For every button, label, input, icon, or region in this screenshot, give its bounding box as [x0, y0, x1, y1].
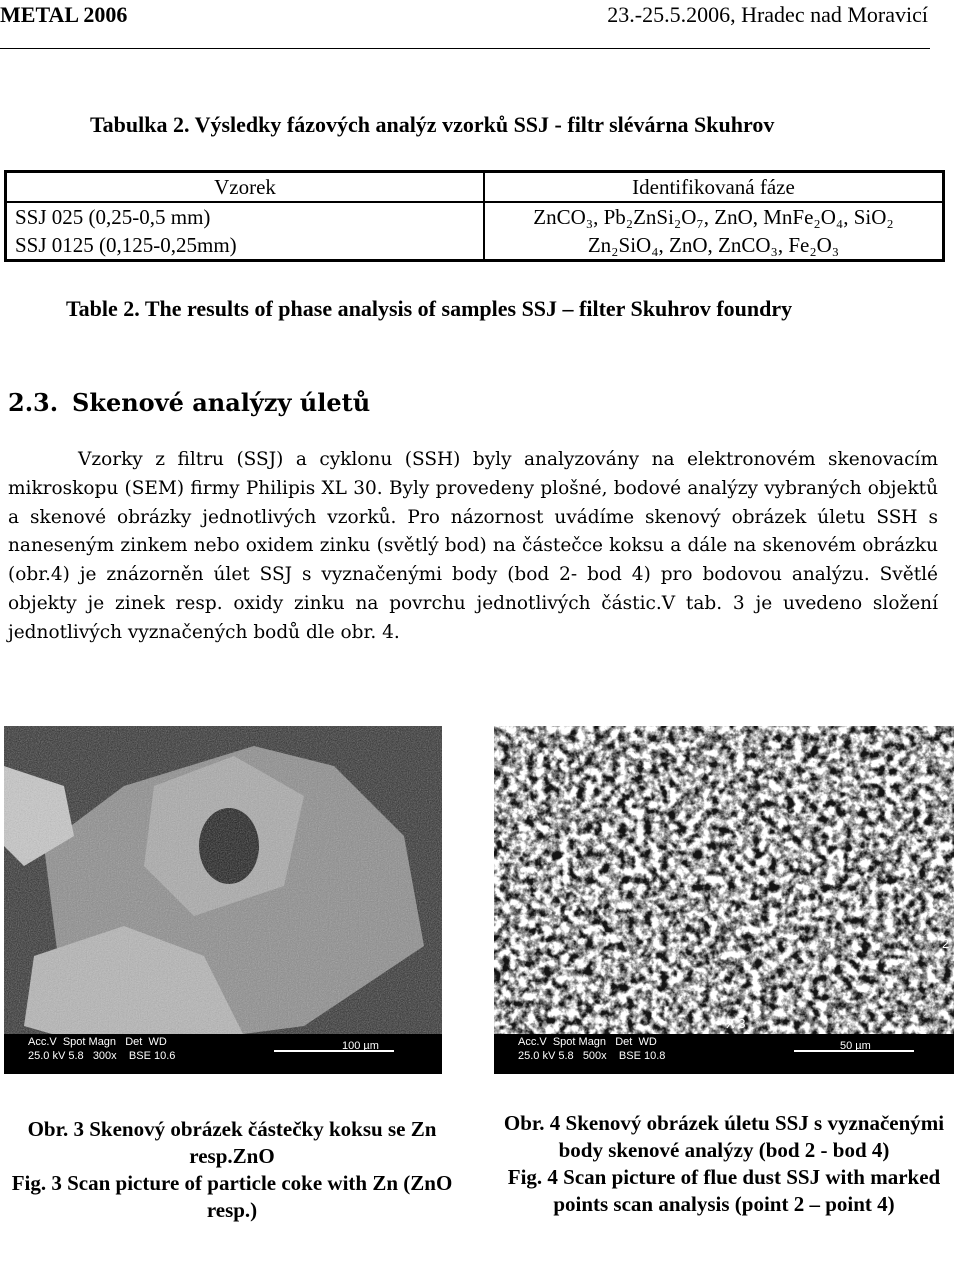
- section-title: Skenové analýzy úletů: [72, 388, 371, 417]
- row-phases: Zn₂SiO₄, ZnO, ZnCO₃, Fe₂O₃: [484, 231, 944, 261]
- table-row: [6, 231, 944, 261]
- sem-params-labels: Acc.V Spot Magn Det WD: [28, 1036, 167, 1048]
- sem-params-values: 25.0 kV 5.8 500x BSE 10.8: [518, 1050, 666, 1062]
- sem-texture: [494, 726, 954, 1074]
- figure-4-caption: [494, 1110, 954, 1218]
- table-caption-cz: Tabulka 2. Výsledky fázových analýz vzorků SSJ - filtr slévárna Skuhrov: [90, 112, 775, 137]
- caption-en: Fig. 3 Scan picture of particle coke with Zn (ZnO resp.): [11, 1171, 453, 1222]
- conference-name: METAL 2006: [0, 2, 128, 27]
- sem-image-flue-dust: [494, 726, 954, 1074]
- table-row: [6, 202, 944, 231]
- caption-en: Fig. 4 Scan picture of flue dust SSJ with marked points scan analysis (point 2 – point 4): [507, 1165, 941, 1216]
- scale-label: 50 µm: [840, 1040, 871, 1052]
- sem-image-coke-particle: [4, 726, 442, 1074]
- point-marker-3: X 3: [726, 1016, 746, 1031]
- page-header: [0, 0, 960, 30]
- header-sample: Vzorek: [6, 172, 485, 203]
- table-header-row: [6, 172, 944, 203]
- caption-cz: Obr. 4 Skenový obrázek úletu SSJ s vyznačenými body skenové analýzy (bod 2 - bod 4): [503, 1111, 945, 1162]
- sem-texture: [4, 726, 442, 1074]
- row-sample: SSJ 025 (0,25-0,5 mm): [15, 205, 211, 230]
- section-number: 2.3.: [8, 388, 59, 417]
- phase-analysis-table: [4, 170, 945, 262]
- header-phases: Identifikovaná fáze: [484, 172, 944, 203]
- row-sample: SSJ 0125 (0,125-0,25mm): [15, 232, 237, 257]
- body-paragraph: Vzorky z filtru (SSJ) a cyklonu (SSH) byly analyzovány na elektronovém skenovacím mikroskopu (SEM) firmy Philipis XL 30. Byly provedeny plošné, bodové analýzy vybraných objektů a skenové obrázky jednotlivých vzorků. Pro názornost uvádíme skenový obrázek úletu SSH s naneseným zinkem nebo oxidem zinku (světlý bod) na částečce koksu a dále na skenovém obrázku (obr.4) je znázorněn úlet SSJ s vyznačenými body (bod 2- bod 4) pro bodovou analýzu. Světlé objekty je zinek resp. oxidy zinku na povrchu jednotlivých částic.V tab. 3 je uvedeno složení jednotlivých vyznačených bodů dle obr. 4.: [8, 449, 938, 643]
- row-phases: ZnCO₃, Pb₂ZnSi₂O₇, ZnO, MnFe₂O₄, SiO₂: [484, 202, 944, 231]
- sem-params-values: 25.0 kV 5.8 300x BSE 10.6: [28, 1050, 176, 1062]
- caption-cz: Obr. 3 Skenový obrázek částečky koksu se Zn resp.ZnO: [27, 1117, 437, 1168]
- sem-info-bar: [4, 1034, 442, 1074]
- sem-params-labels: Acc.V Spot Magn Det WD: [518, 1036, 657, 1048]
- sem-info-bar: [494, 1034, 954, 1074]
- scale-label: 100 µm: [342, 1040, 379, 1052]
- figure-3-caption: [4, 1116, 460, 1224]
- section-heading: [8, 388, 370, 417]
- header-rule: [0, 48, 930, 49]
- table-caption-en: Table 2. The results of phase analysis of samples SSJ – filter Skuhrov foundry: [66, 296, 793, 321]
- conference-date-place: 23.-25.5.2006, Hradec nad Moravicí: [607, 2, 928, 27]
- point-marker-2: 2: [942, 936, 950, 951]
